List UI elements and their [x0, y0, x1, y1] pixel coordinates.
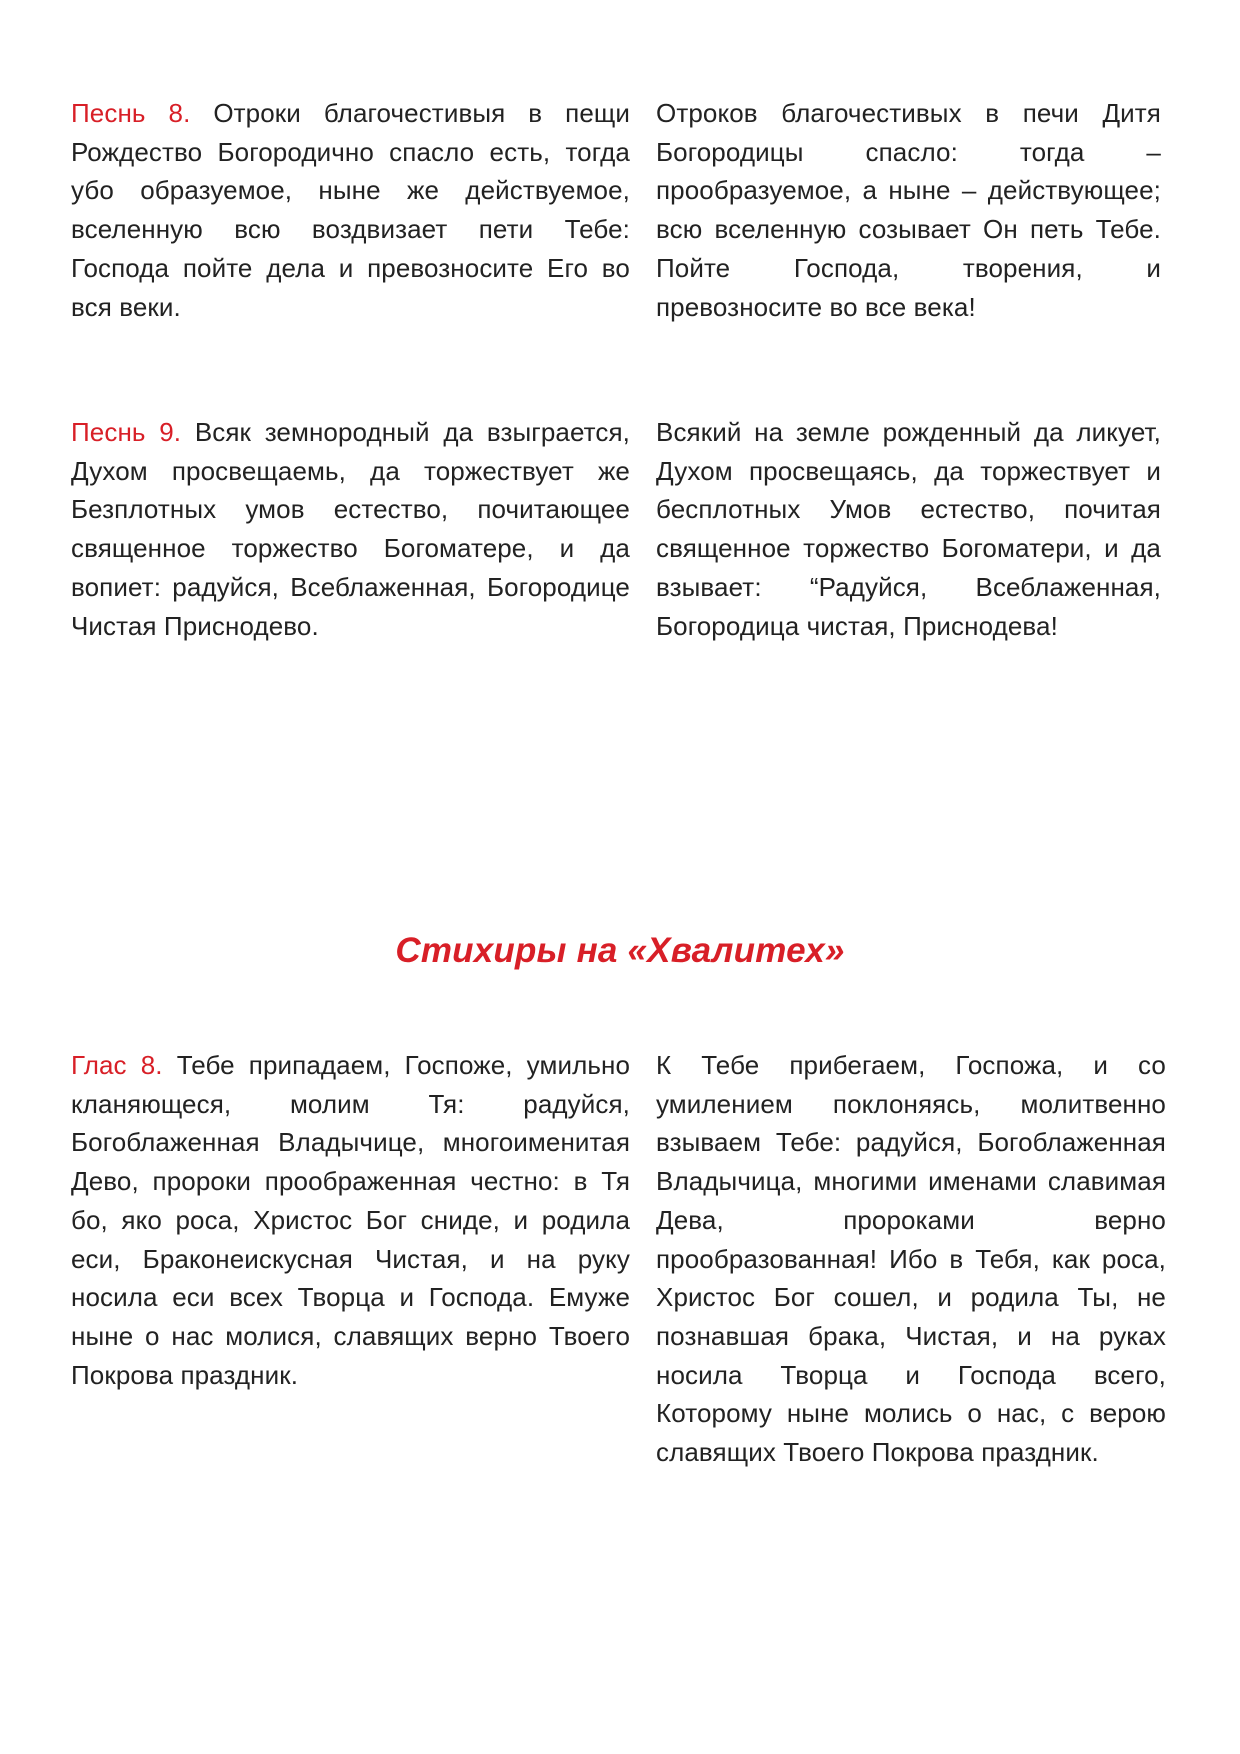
song-8-label: Песнь 8. — [71, 98, 191, 128]
stichera-russian-text: К Тебе прибегаем, Госпожа, и со умилением поклоняясь, молитвенно взываем Тебе: радуйся, Богоблаженная Владычица, многими именами славимая Дева, пророками верно прообразованная! Ибо в Тебя, как роса, Христос Бог сошел, и родила Ты, не познавшая брака, Чистая, и на руках носила Творца и Господа всего, Которому ныне молись о нас, с верою славящих Твоего Покрова праздник. — [656, 1050, 1166, 1468]
song-9-russian-paragraph — [656, 413, 1161, 645]
stichera-slavonic-text: Тебе припадаем, Госпоже, умильно кланяющеся, молим Тя: радуйся, Богоблаженная Владычице, многоименитая Дево, пророки проображенная честно: в Тя бо, яко роса, Христос Бог сниде, и родила еси, Браконеискусная Чистая, и на руку носила еси всех Творца и Господа. Емуже ныне о нас молися, славящих верно Твоего Покрова праздник. — [71, 1050, 631, 1390]
song-9-label: Песнь 9. — [71, 417, 182, 447]
stichera-slavonic-paragraph — [71, 1046, 630, 1394]
stichera-russian-paragraph — [656, 1046, 1166, 1472]
song-8-russian-text: Отроков благочестивых в печи Дитя Богородицы спасло: тогда – прообразуемое, а ныне – действующее; всю вселенную созывает Он петь Тебе. Пойте Господа, творения, и превозносите во все века! — [656, 98, 1161, 322]
song-9-slavonic-text: Всяк земнородный да взыграется, Духом просвещаемь, да торжествует же Безплотных умов естество, почитающее священное торжество Богоматере, и да вопиет: радуйся, Всеблаженная, Богородице Чистая Приснодево. — [71, 417, 630, 641]
stichera-heading: Стихиры на «Хвалитех» — [395, 931, 845, 970]
song-8-slavonic-paragraph — [71, 94, 630, 326]
song-8-russian-paragraph — [656, 94, 1161, 326]
song-8-slavonic-text: Отроки благочестивыя в пещи Рождество Богородично спасло есть, тогда убо образуемое, ныне же действуемое, вселенную всю воздвизает пети Тебе: Господа пойте дела и превозносите Его во вся веки. — [71, 98, 630, 322]
stichera-tone-label: Глас 8. — [71, 1050, 163, 1080]
song-9-slavonic-paragraph — [71, 413, 630, 645]
song-9-russian-text: Всякий на земле рожденный да ликует, Духом просвещаясь, да торжествует и бесплотных Умов естество, почитая священное торжество Богоматери, и да взывает: “Радуйся, Всеблаженная, Богородица чистая, Приснодева! — [656, 417, 1161, 641]
